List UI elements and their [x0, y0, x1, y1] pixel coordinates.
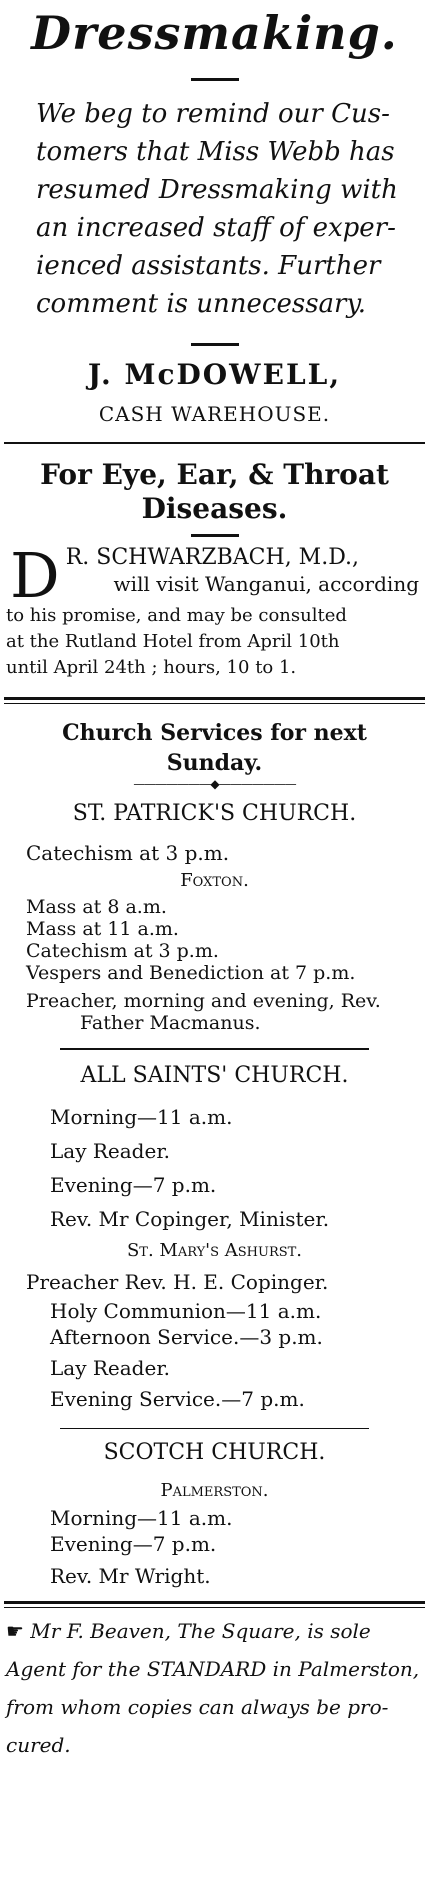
service-line: Afternoon Service.—3 p.m.	[50, 1324, 323, 1349]
agent-notice	[0, 1612, 429, 1764]
service-line: Mass at 11 a.m.	[26, 918, 179, 940]
signature: J. McDOWELL,	[87, 358, 342, 391]
service-line: Lay Reader.	[50, 1138, 171, 1163]
dressmaking-line: ienced assistants. Further	[36, 251, 381, 281]
services-heading-2: Sunday.	[166, 750, 263, 776]
agent-line: Mr F. Beaven, The Square, is sole	[30, 1619, 371, 1643]
service-line: Evening—7 p.m.	[50, 1532, 217, 1556]
agent-line: from whom copies can always be pro-	[6, 1695, 389, 1719]
drop-cap: D	[10, 539, 60, 612]
doctor-line: at the Rutland Hotel from April 10th	[6, 631, 340, 652]
sub-church-name: St. Mary's Ashurst.	[126, 1239, 303, 1261]
service-list	[0, 896, 429, 1034]
service-line: Rev. Mr Wright.	[50, 1564, 211, 1588]
pointing-hand-icon: ☛	[6, 1619, 24, 1643]
section-double-rule	[4, 697, 425, 704]
dressmaking-line: comment is unnecessary.	[36, 289, 366, 319]
service-line: Preacher Rev. H. E. Copinger.	[26, 1269, 329, 1294]
church-name: ALL SAINTS' CHURCH.	[80, 1062, 349, 1088]
dressmaking-line: resumed Dressmaking with	[36, 175, 398, 205]
service-list	[0, 1298, 429, 1412]
section-double-rule	[4, 1601, 425, 1608]
service-place: Palmerston.	[160, 1480, 269, 1501]
doctor-line: will visit Wanganui, according	[113, 572, 419, 596]
service-line: Catechism at 3 p.m.	[26, 841, 230, 865]
dressmaking-body	[0, 95, 429, 323]
service-line: Morning—11 a.m.	[50, 1104, 233, 1129]
agent-line: Agent for the STANDARD in Palmerston,	[6, 1657, 420, 1681]
service-list	[0, 1505, 429, 1589]
service-line: Vespers and Benediction at 7 p.m.	[26, 962, 356, 984]
doctor-body	[0, 539, 429, 681]
service-line: Catechism at 3 p.m.	[26, 940, 219, 962]
doctor-line: to his promise, and may be consulted	[6, 605, 347, 626]
agent-line: cured.	[6, 1733, 71, 1757]
services-heading: Church Services for next	[62, 720, 367, 746]
service-place: Foxton.	[180, 870, 249, 891]
church-name: SCOTCH CHURCH.	[103, 1440, 326, 1465]
service-line: Evening—7 p.m.	[50, 1172, 217, 1197]
dressmaking-line: tomers that Miss Webb has	[36, 137, 395, 167]
service-line: Rev. Mr Copinger, Minister.	[50, 1206, 330, 1231]
service-line: Mass at 8 a.m.	[26, 896, 167, 918]
service-line: Holy Communion—11 a.m.	[50, 1298, 322, 1323]
doctor-heading-2: Diseases.	[141, 492, 288, 525]
dressmaking-line: We beg to remind our Cus-	[36, 99, 390, 129]
service-list	[0, 1100, 429, 1236]
doctor-line: until April 24th ; hours, 10 to 1.	[6, 657, 297, 678]
signature-sub: CASH WAREHOUSE.	[98, 402, 331, 426]
service-line: Morning—11 a.m.	[50, 1506, 233, 1530]
service-line: Father Macmanus.	[80, 1012, 261, 1034]
doctor-heading: For Eye, Ear, & Throat	[40, 458, 389, 491]
service-line: Lay Reader.	[50, 1355, 171, 1380]
dressmaking-line: an increased staff of exper-	[36, 213, 396, 243]
church-name: ST. PATRICK'S CHURCH.	[72, 801, 357, 826]
ornament-rule: ———————◆———————	[133, 777, 296, 791]
service-line: Preacher, morning and evening, Rev.	[26, 990, 381, 1012]
doctor-line: R. SCHWARZBACH, M.D.,	[65, 545, 360, 570]
dressmaking-title: Dressmaking.	[31, 6, 398, 60]
service-line: Evening Service.—7 p.m.	[50, 1386, 305, 1411]
